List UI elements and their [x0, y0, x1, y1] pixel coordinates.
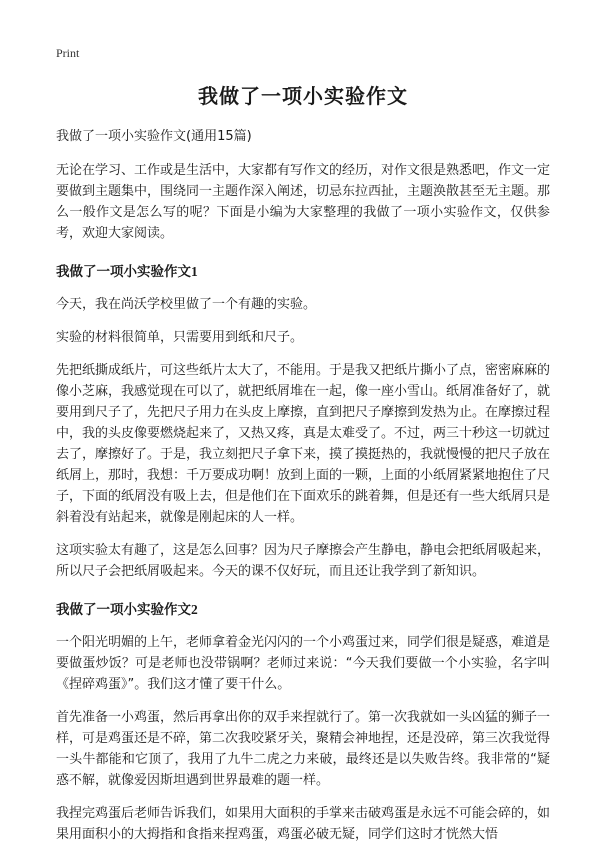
- section2-paragraph-1: 一个阳光明媚的上午，老师拿着金光闪闪的一个小鸡蛋过来，同学们很是疑惑，难道是要做蛋炒饭？可是老师也没带锅啊？老师过来说：“今天我们要做一个小实验，名字叫《捏碎鸡蛋》”。我们这才懂了要干什么。: [56, 635, 551, 692]
- section2-paragraph-3: 我捏完鸡蛋后老师告诉我们，如果用大面积的手掌来击破鸡蛋是永远不可能会碎的，如果用面积小的大拇指和食指来捏鸡蛋，鸡蛋必破无疑，同学们这时才恍然大悟: [56, 806, 551, 842]
- print-link[interactable]: Print: [56, 46, 80, 60]
- section1-paragraph-4: 这项实验太有趣了，这是怎么回事？因为尺子摩擦会产生静电，静电会把纸屑吸起来，所以尺子会把纸屑吸起来。今天的课不仅好玩，而且还让我学到了新知识。: [56, 543, 551, 579]
- section-heading-2: 我做了一项小实验作文2: [56, 602, 198, 617]
- section1-paragraph-1: 今天，我在尚沃学校里做了一个有趣的实验。: [56, 297, 317, 312]
- section-heading-1: 我做了一项小实验作文1: [56, 264, 198, 279]
- section2-paragraph-2: 首先准备一小鸡蛋，然后再拿出你的双手来捏就行了。第一次我就如一头凶猛的狮子一样，可是鸡蛋还是不碎，第二次我咬紧牙关，聚精会神地捏，还是没碎，第三次我觉得一头牛都能和它顶了，我用了九牛二虎之力来破，最终还是以失败告终。我非常的“疑惑不解，就像爱因斯坦遇到世界最难的题一样。: [56, 710, 551, 788]
- section1-paragraph-2: 实验的材料很简单，只需要用到纸和尺子。: [56, 330, 304, 345]
- intro-paragraph: 无论在学习、工作或是生活中，大家都有写作文的经历，对作文很是熟悉吧，作文一定要做到主题集中，围绕同一主题作深入阐述，切忌东拉西扯，主题涣散甚至无主题。那么一般作文是怎么写的呢？下面是小编为大家整理的我做了一项小实验作文，仅供参考，欢迎大家阅读。: [56, 163, 551, 241]
- section1-paragraph-3: 先把纸撕成纸片，可这些纸片太大了，不能用。于是我又把纸片撕小了点，密密麻麻的像小芝麻，我感觉现在可以了，就把纸屑堆在一起，像一座小雪山。纸屑准备好了，就要用到尺子了，先把尺子用力在头皮上摩擦，直到把尺子摩擦到发热为止。在摩擦过程中，我的头皮像要燃烧起来了，又热又疼，真是太难受了。不过，两三十秒这一切就过去了，摩擦好了。于是，我立刻把尺子拿下来，摸了摸挺热的，我就慢慢的把尺子放在纸屑上，那时，我想：千万要成功啊！放到上面的一颗，上面的小纸屑紧紧地抱住了尺子，下面的纸屑没有吸上去，但是他们在下面欢乐的跳着舞，但是还有一些大纸屑只是斜着没有站起来，就像是刚起床的人一样。: [56, 363, 551, 525]
- document-subtitle: 我做了一项小实验作文(通用15篇): [56, 129, 252, 144]
- page-title: 我做了一项小实验作文: [198, 84, 408, 108]
- document-body: [56, 80, 550, 857]
